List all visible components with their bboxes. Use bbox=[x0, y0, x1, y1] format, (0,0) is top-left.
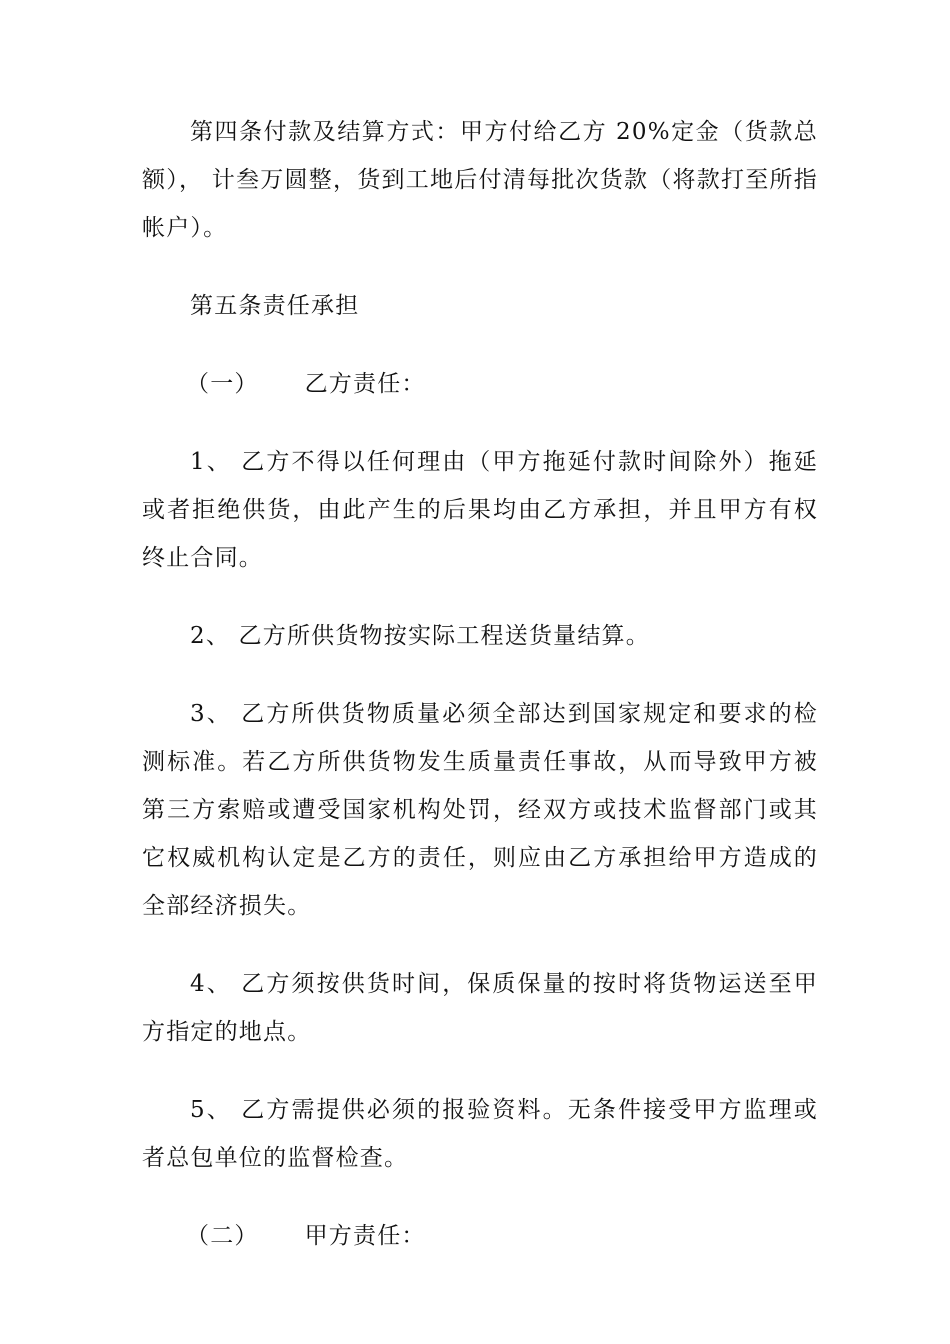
section-title: 甲方责任： bbox=[304, 1223, 426, 1249]
section-title: 乙方责任： bbox=[304, 371, 426, 397]
paragraph-item-1: 1、 乙方不得以任何理由（甲方拖延付款时间除外）拖延或者拒绝供货，由此产生的后果均由乙方承担，并且甲方有权终止合同。 bbox=[142, 449, 818, 571]
paragraph-item-3: 3、 乙方所供货物质量必须全部达到国家规定和要求的检测标准。若乙方所供货物发生质量责任事故，从而导致甲方被第三方索赔或遭受国家机构处罚，经双方或技术监督部门或其它权威机构认定是乙方的责任，则应由乙方承担给甲方造成的全部经济损失。 bbox=[142, 701, 818, 919]
section-heading-party-a bbox=[142, 1212, 818, 1260]
paragraph-item-4: 4、 乙方须按供货时间，保质保量的按时将货物运送至甲方指定的地点。 bbox=[142, 971, 818, 1045]
paragraph-item-5: 5、 乙方需提供必须的报验资料。无条件接受甲方监理或者总包单位的监督检查。 bbox=[142, 1097, 818, 1171]
heading-article-5: 第五条责任承担 bbox=[190, 293, 360, 319]
section-number: （一） bbox=[186, 371, 259, 397]
document-body bbox=[142, 108, 818, 1290]
section-number: （二） bbox=[186, 1223, 259, 1249]
paragraph-item-2: 2、 乙方所供货物按实际工程送货量结算。 bbox=[190, 623, 650, 649]
paragraph-payment-terms: 第四条付款及结算方式：甲方付给乙方 20%定金（货款总额）， 计叁万圆整，货到工地后付清每批次货款（将款打至所指帐户）。 bbox=[142, 119, 818, 241]
section-heading-party-b bbox=[142, 360, 818, 408]
